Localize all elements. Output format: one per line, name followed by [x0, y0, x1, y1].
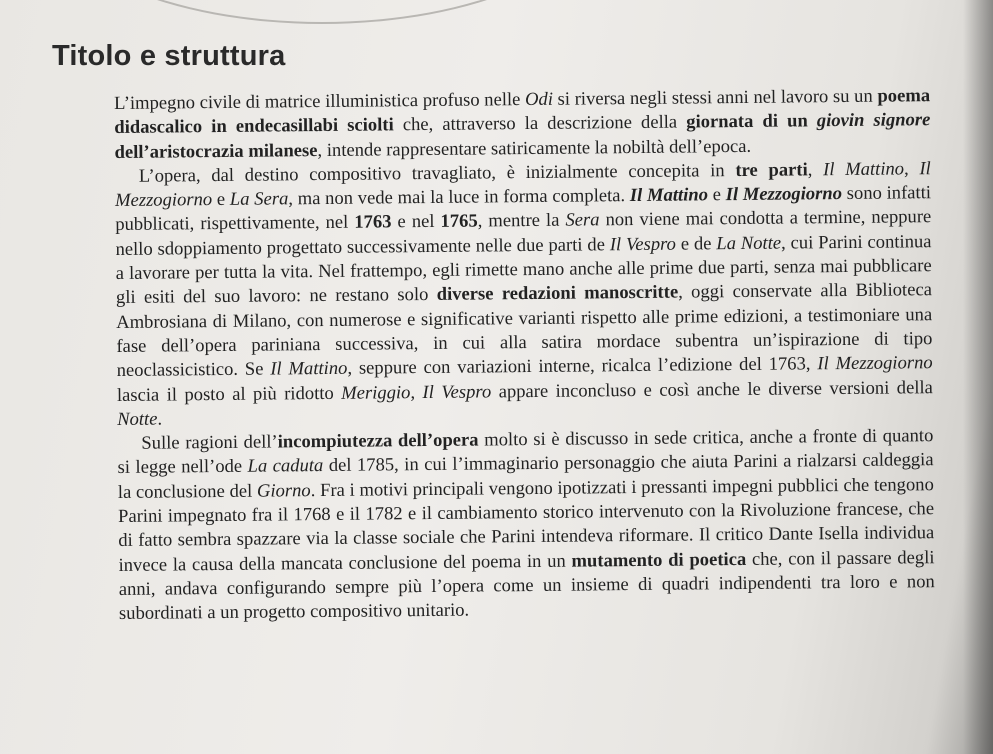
- section-title: Titolo e struttura: [52, 40, 286, 72]
- text-run: che, con il passare degli anni, andava configurando sempre più l’opera come un insieme di quadri indipendenti tra loro e non subordinati a un progetto compositivo unitario.: [118, 546, 935, 625]
- text-run: si riversa negli stessi anni nel lavoro su un: [552, 85, 878, 110]
- text-run: che, attraverso la descrizione della: [393, 111, 687, 136]
- emphasis-text: La Notte: [716, 232, 782, 255]
- emphasis-text: mutamento di poetica: [571, 548, 747, 572]
- emphasis-text: La Sera: [229, 188, 289, 211]
- text-run: sono infatti pubblicati, rispettivamente, nel: [115, 182, 932, 236]
- emphasis-text: 1763: [354, 211, 392, 234]
- text-run: .: [157, 408, 163, 430]
- emphasis-text: poema didascalico in endecasillabi sciolti: [114, 85, 931, 139]
- text-run: , ma non vede mai la luce in forma completa.: [288, 185, 630, 210]
- text-run: L’opera, dal destino compositivo travagliato, è inizialmente concepita in: [138, 159, 736, 187]
- text-run: molto si è discusso in sede critica, anche a fronte di quanto si legge nell’ode: [117, 425, 934, 479]
- emphasis-text: diverse redazioni manoscritte: [436, 281, 679, 306]
- emphasis-text: 1765: [440, 210, 478, 233]
- text-run: , intende rappresentare satiricamente la nobiltà dell’epoca.: [317, 135, 752, 161]
- paragraph-2: [115, 157, 934, 432]
- text-run: [808, 111, 817, 132]
- text-run: e nel: [391, 211, 441, 233]
- emphasis-text: Il Mattino: [270, 358, 348, 380]
- text-run: non viene mai condotta a termine, neppure nello sdoppiamento progettato successivamente nelle due parti de: [115, 206, 932, 260]
- decorative-arc: [40, 0, 604, 24]
- text-run: , seppure con variazioni interne, ricalca l’edizione del 1763,: [347, 353, 818, 380]
- emphasis-text: La caduta: [247, 455, 324, 478]
- text-run: lascia il posto al più ridotto: [116, 382, 342, 406]
- emphasis-text: Il Vespro: [422, 380, 492, 403]
- emphasis-text: Meriggio: [341, 381, 411, 404]
- text-run: del 1785, in cui l’immaginario personaggio che aiuta Parini a rialzarsi caldeggia la conclusione del: [117, 449, 934, 503]
- text-run: ,: [903, 158, 920, 180]
- emphasis-text: incompiutezza dell’opera: [277, 429, 479, 453]
- text-run: e de: [675, 233, 717, 255]
- text-run: , oggi conservate alla Biblioteca Ambrosiana di Milano, con numerose e significative varianti rispetto alle prime edizioni, a testimoniare una fase dell’opera pariniana successiva, in cui alla satira mordace subentra un’ispirazione di tipo neoclassicistico. Se: [116, 279, 933, 382]
- text-run: , mentre la: [477, 210, 566, 232]
- paragraph-1: [114, 84, 931, 165]
- body-text: [114, 84, 935, 626]
- text-run: appare inconcluso e così anche le diverse versioni della: [491, 376, 933, 402]
- text-run: . Fra i motivi principali vengono ipotizzati i pressanti impegni pubblici che tengono Parini impegnato fra il 1768 e il 1782 e il cambiamento storico intervenuto con la Rivoluzione francese, che di fatto sembra spazzare via la classe sociale che Parini intendeva riformare. Il critico Dante Isella individua invece la causa della mancata conclusione del poema in un: [117, 473, 935, 576]
- emphasis-text: giornata di un: [686, 110, 808, 133]
- text-run: , cui Parini continua a lavorare per tutta la vita. Nel frattempo, egli rimette mano anche alle prime due parti, senza mai pubblicare gli esiti del suo lavoro: ne restano solo: [115, 230, 932, 309]
- emphasis-text: Il Mattino: [822, 158, 905, 181]
- emphasis-text: Il Mezzogiorno: [817, 352, 933, 375]
- emphasis-text: Notte: [117, 408, 158, 430]
- emphasis-text: Il Mezzogiorno: [725, 183, 843, 206]
- emphasis-text: Il Mattino: [629, 184, 709, 207]
- text-run: L’impegno civile di matrice illuministica profuso nelle: [114, 89, 526, 114]
- text-run: e: [212, 189, 230, 211]
- paragraph-3: [117, 424, 935, 626]
- text-run: Sulle ragioni dell’: [141, 431, 278, 454]
- emphasis-text: Giorno: [256, 479, 311, 502]
- emphasis-text: Sera: [565, 209, 600, 232]
- emphasis-text: Odi: [524, 88, 554, 111]
- emphasis-text: Il Mezzogiorno: [114, 158, 931, 212]
- text-run: e: [707, 184, 726, 206]
- page-gutter-shadow: [963, 0, 993, 754]
- text-run: ,: [410, 381, 423, 403]
- emphasis-text: Il Vespro: [609, 233, 677, 256]
- emphasis-text: giovin signore: [816, 109, 931, 132]
- emphasis-text: dell’aristocrazia milanese: [114, 139, 318, 163]
- text-run: ,: [807, 159, 824, 181]
- emphasis-text: tre parti: [735, 159, 808, 181]
